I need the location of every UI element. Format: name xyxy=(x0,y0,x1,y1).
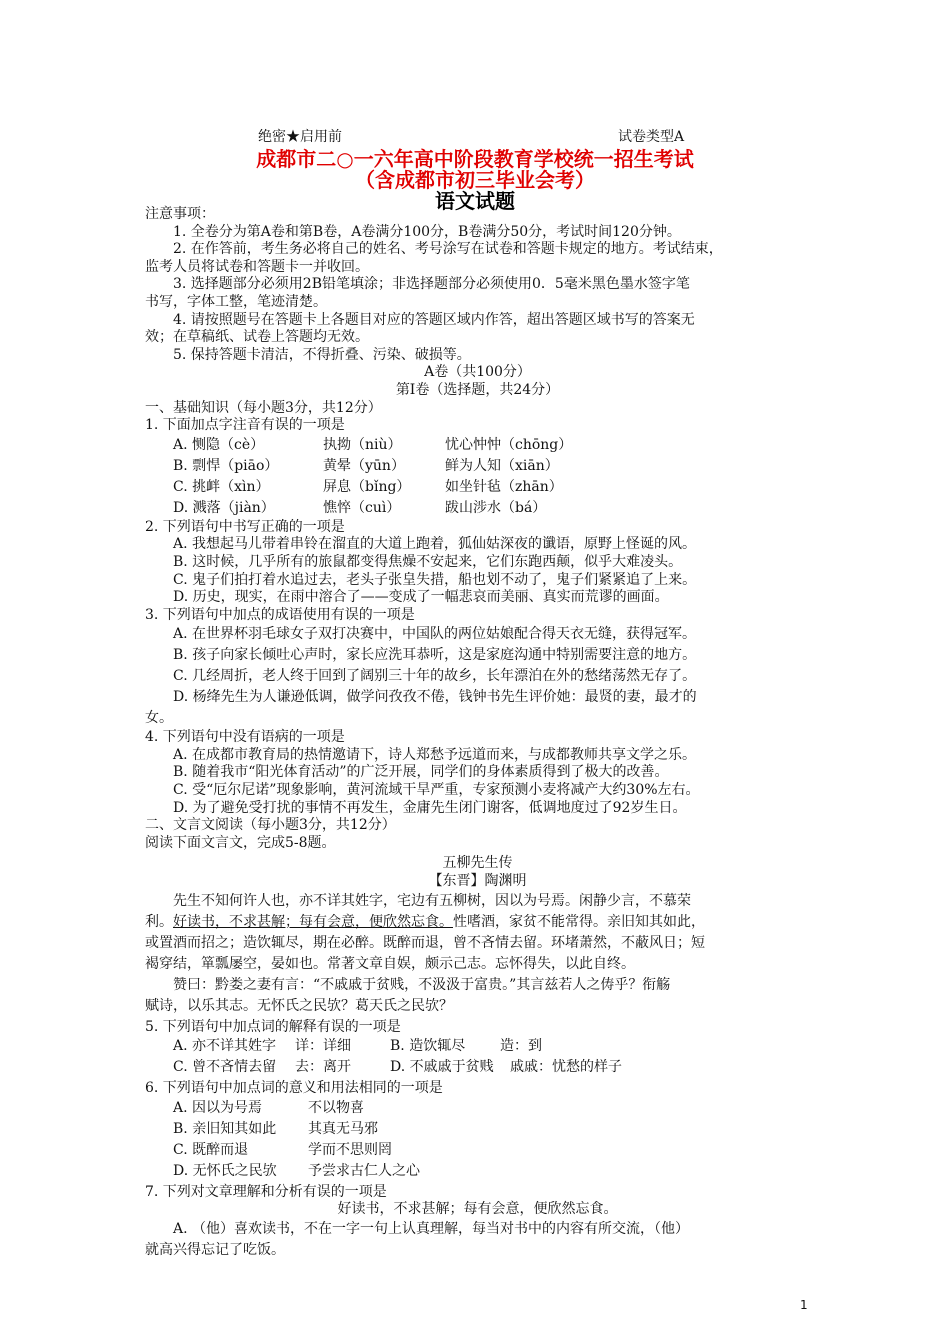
note-4b: 效；在草稿纸、试卷上答题均无效。 xyxy=(145,329,369,346)
q2-option-c: C. 鬼子们拍打着水追过去，老头子张皇失措，船也划不动了，鬼子们紧紧追了上来。 xyxy=(173,571,697,588)
header-right: 试卷类型A xyxy=(618,129,685,145)
q3-option-d: D. 杨绛先生为人谦逊低调，做学问孜孜不倦，钱钟书先生评价她：最贤的妻，最才的 xyxy=(173,689,697,706)
q3-option-a: A. 在世界杯羽毛球女子双打决赛中，中国队的两位姑娘配合得天衣无缝，获得冠军。 xyxy=(173,626,697,643)
note-3a: 3. 选择题部分必须用2B铅笔填涂；非选择题部分必须使用0．5毫米黑色墨水签字笔 xyxy=(173,276,690,293)
q1-option-row: D. 溅落（jiàn） 憔悴（cuì） 跋山涉水（bá） xyxy=(173,499,547,516)
exam-subtitle: （含成都市初三毕业会考） xyxy=(355,168,595,192)
passage-author: 【东晋】陶渊明 xyxy=(428,873,527,890)
section-2-title: 二、文言文阅读（每小题3分，共12分） xyxy=(145,817,396,834)
passage-title: 五柳先生传 xyxy=(442,855,513,872)
question-2-stem: 2. 下列语句中书写正确的一项是 xyxy=(145,518,345,535)
q4-option-b: B. 随着我市“阳光体育活动”的广泛开展，同学们的身体素质得到了极大的改善。 xyxy=(173,764,669,781)
question-4-stem: 4. 下列语句中没有语病的一项是 xyxy=(145,729,345,746)
q1-option-row: B. 剽悍（piāo） 黄晕（yūn） 鲜为人知（xiān） xyxy=(173,457,559,474)
q6-option-row: C. 既醉而退 学而不思则罔 xyxy=(173,1141,392,1158)
exam-title: 成都市二○一六年高中阶段教育学校统一招生考试 xyxy=(256,147,694,171)
note-5: 5. 保持答题卡清洁，不得折叠、污染、破损等。 xyxy=(173,346,471,363)
underlined-sentence: 好读书，不求甚解；每有会意，便欣然忘食。 xyxy=(173,913,453,930)
reading-instruction: 阅读下面文言文，完成5-8题。 xyxy=(145,834,336,851)
question-7-stem: 7. 下列对文章理解和分析有误的一项是 xyxy=(145,1183,387,1200)
note-4a: 4. 请按照题号在答题卡上各题目对应的答题区域内作答，超出答题区域书写的答案无 xyxy=(173,311,695,328)
q4-option-d: D. 为了避免受打扰的事情不再发生，金庸先生闭门谢客，低调地度过了92岁生日。 xyxy=(173,799,687,816)
part-1-title: 第Ⅰ卷（选择题，共24分） xyxy=(395,381,560,398)
q1-option-row: A. 恻隐（cè） 执拗（niù） 忧心忡忡（chōng） xyxy=(173,436,573,453)
question-5-stem: 5. 下列语句中加点词的解释有误的一项是 xyxy=(145,1018,401,1035)
header-left: 绝密★启用前 xyxy=(258,129,342,145)
exam-content xyxy=(145,206,810,1261)
note-2b: 监考人员将试卷和答题卡一并收回。 xyxy=(145,258,369,275)
question-6-stem: 6. 下列语句中加点词的意义和用法相同的一项是 xyxy=(145,1080,443,1097)
q4-option-a: A. 在成都市教育局的热情邀请下，诗人郑愁予远道而来，与成都教师共享文学之乐。 xyxy=(173,746,697,763)
subject-title: 语文试题 xyxy=(435,189,515,213)
q6-option-row: B. 亲旧知其如此 其真无马邪 xyxy=(173,1120,378,1137)
note-2a: 2. 在作答前，考生务必将自己的姓名、考号涂写在试卷和答题卡规定的地方。考试结束， xyxy=(173,241,723,258)
q3-option-d-cont: 女。 xyxy=(145,710,173,727)
passage-line: 赋诗，以乐其志。无怀氏之民欤？葛天氏之民欤？ xyxy=(145,997,453,1014)
q1-option-row: C. 挑衅（xìn） 屏息（bǐng） 如坐针毡（zhān） xyxy=(173,478,563,495)
section-1-title: 一、基础知识（每小题3分，共12分） xyxy=(145,399,382,416)
q2-option-d: D. 历史，现实，在雨中溶合了——变成了一幅悲哀而美丽、真实而荒谬的画面。 xyxy=(173,589,669,606)
passage-line: 赞曰：黔娄之妻有言：“不戚戚于贫贱，不汲汲于富贵。”其言兹若人之俦乎？衔觞 xyxy=(173,976,671,993)
note-3b: 书写，字体工整，笔迹清楚。 xyxy=(145,293,327,310)
passage-line: 先生不知何许人也，亦不详其姓字，宅边有五柳树，因以为号焉。闲静少言，不慕荣 xyxy=(173,892,691,909)
notes-heading: 注意事项： xyxy=(145,206,215,222)
passage-line: 利。好读书，不求甚解；每有会意，便欣然忘食。性嗜酒，家贫不能常得。亲旧知其如此， xyxy=(145,913,705,930)
q3-option-b: B. 孩子向家长倾吐心声时，家长应洗耳恭听，这是家庭沟通中特别需要注意的地方。 xyxy=(173,647,697,664)
volume-a-title: A卷（共100分） xyxy=(424,364,531,381)
q7-quote: 好读书，不求甚解；每有会意，便欣然忘食。 xyxy=(337,1201,618,1218)
q6-option-row: D. 无怀氏之民欤 予尝求古仁人之心 xyxy=(173,1162,420,1179)
passage-line: 褐穿结，箪瓢屡空，晏如也。常著文章自娱，颇示己志。忘怀得失，以此自终。 xyxy=(145,955,635,972)
q7-option-a: A. （他）喜欢读书，不在一字一句上认真理解，每当对书中的内容有所交流，（他） xyxy=(173,1221,690,1237)
page-number: 1 xyxy=(800,1298,808,1312)
q6-option-row: A. 因以为号焉 不以物喜 xyxy=(173,1099,364,1116)
q7-option-a-cont: 就高兴得忘记了吃饭。 xyxy=(145,1242,285,1258)
question-1-stem: 1. 下面加点字注音有误的一项是 xyxy=(145,417,345,434)
q5-option-row: A. 亦不详其姓字 详：详细 B. 造饮辄尽 造：到 xyxy=(173,1038,542,1055)
q3-option-c: C. 几经周折，老人终于回到了阔别三十年的故乡，长年漂泊在外的愁绪荡然无存了。 xyxy=(173,668,697,685)
passage-line: 或置酒而招之；造饮辄尽，期在必醉。既醉而退，曾不吝情去留。环堵萧然，不蔽风日；短 xyxy=(145,934,705,951)
q5-option-row: C. 曾不吝情去留 去：离开 D. 不戚戚于贫贱 戚戚：忧愁的样子 xyxy=(173,1059,622,1076)
q4-option-c: C. 受“厄尔尼诺”现象影响，黄河流域干旱严重，专家预测小麦将减产大约30%左右。 xyxy=(173,782,700,799)
note-1: 1. 全卷分为第A卷和第B卷，A卷满分100分，B卷满分50分，考试时间120分钟。 xyxy=(173,223,681,240)
q2-option-b: B. 这时候，几乎所有的旅鼠都变得焦燥不安起来，它们东跑西颠，似乎大难凌头。 xyxy=(173,553,683,570)
q2-option-a: A. 我想起马儿带着串铃在溜直的大道上跑着，狐仙姑深夜的谶语，原野上怪诞的风。 xyxy=(173,536,697,553)
question-3-stem: 3. 下列语句中加点的成语使用有误的一项是 xyxy=(145,606,415,623)
